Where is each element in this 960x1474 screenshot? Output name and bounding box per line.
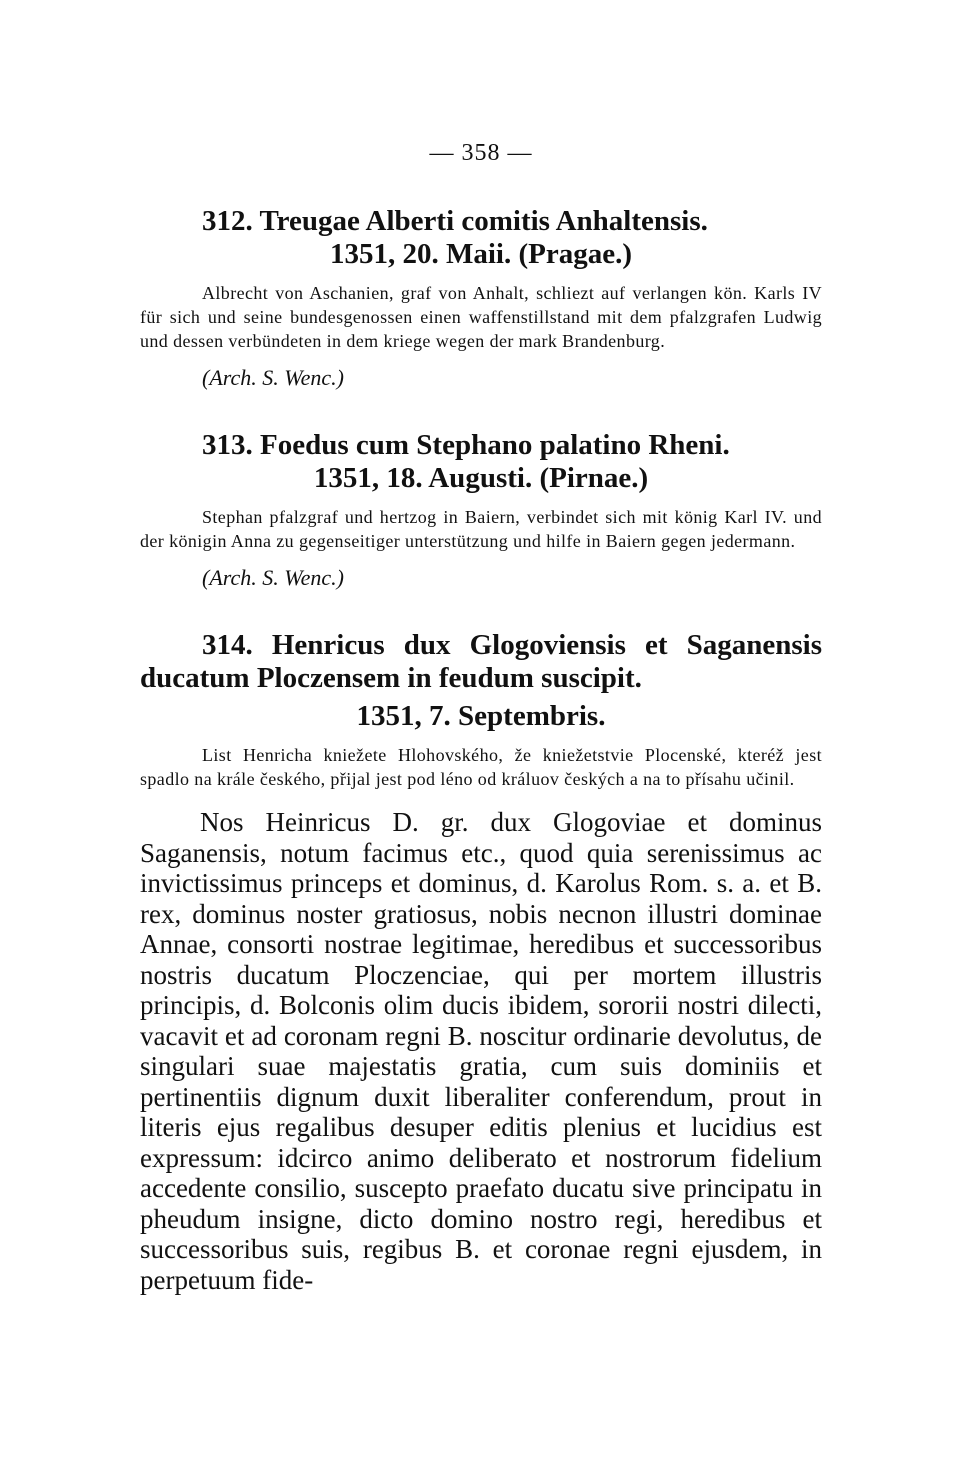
section-heading: 312. Treugae Alberti comitis Anhaltensis.	[202, 205, 708, 237]
section-312	[140, 205, 822, 391]
section-source: (Arch. S. Wenc.)	[202, 565, 344, 590]
charter-text: Nos Heinricus D. gr. dux Glogoviae et dominus Saganensis, notum facimus etc., quod quia serenissimus ac invictissimus princeps et dominus, d. Karolus Rom. s. a. et B. rex, dominus noster gratiosus, nobis necnon illustri dominae Annae, consorti nostrae legitimae, heredibus et successoribus nostris ducatum Ploczenciae, qui per mortem illustris principis, d. Bolconis olim ducis ibidem, sororii nostri dilecti, vacavit et ad coronam regni B. noscitur ordinarie devolutus, de singulari suae majestatis gratia, cum suis dominiis et pertinentiis dignum duxit liberaliter conferendum, prout in literis ejus regalibus desuper editis plenius et lucidius est expressum: idcirco animo deliberato et nostrorum fidelium accedente consilio, suscepto praefato ducatu sive principatu in pheudum insigne, dicto domino nostro regi, heredibus et successoribus suis, regibus B. et coronae regni ejusdem, in perpetuum fide-	[140, 807, 822, 1295]
section-date: 1351, 7. Septembris.	[356, 700, 606, 732]
section-314	[140, 629, 822, 1295]
section-heading: 313. Foedus cum Stephano palatino Rheni.	[202, 429, 730, 461]
document-page	[140, 140, 822, 1295]
section-summary: List Henricha kniežete Hlohovského, že kniežetstvie Plocenské, kteréž jest spadlo na krále českého, přijal jest pod léno od králuov českých a na to přísahu učinil.	[140, 745, 822, 789]
section-source: (Arch. S. Wenc.)	[202, 365, 344, 390]
section-heading: 314. Henricus dux Glogoviensis et Saganensis ducatum Ploczensem in feudum suscipit.	[140, 629, 822, 694]
section-summary: Stephan pfalzgraf und hertzog in Baiern, verbindet sich mit könig Karl IV. und der königin Anna zu gegenseitiger unterstützung und hilfe in Baiern gegen jedermann.	[140, 507, 822, 551]
section-313	[140, 429, 822, 591]
section-date: 1351, 20. Maii. (Pragae.)	[329, 238, 632, 270]
page-number: — 358 —	[429, 140, 533, 166]
section-summary: Albrecht von Aschanien, graf von Anhalt, schliezt auf verlangen kön. Karls IV für sich und seine bundesgenossen einen waffenstillstand mit dem pfalzgrafen Ludwig und dessen verbündeten in dem kriege wegen der mark Brandenburg.	[140, 283, 822, 351]
section-date: 1351, 18. Augusti. (Pirnae.)	[313, 462, 649, 494]
